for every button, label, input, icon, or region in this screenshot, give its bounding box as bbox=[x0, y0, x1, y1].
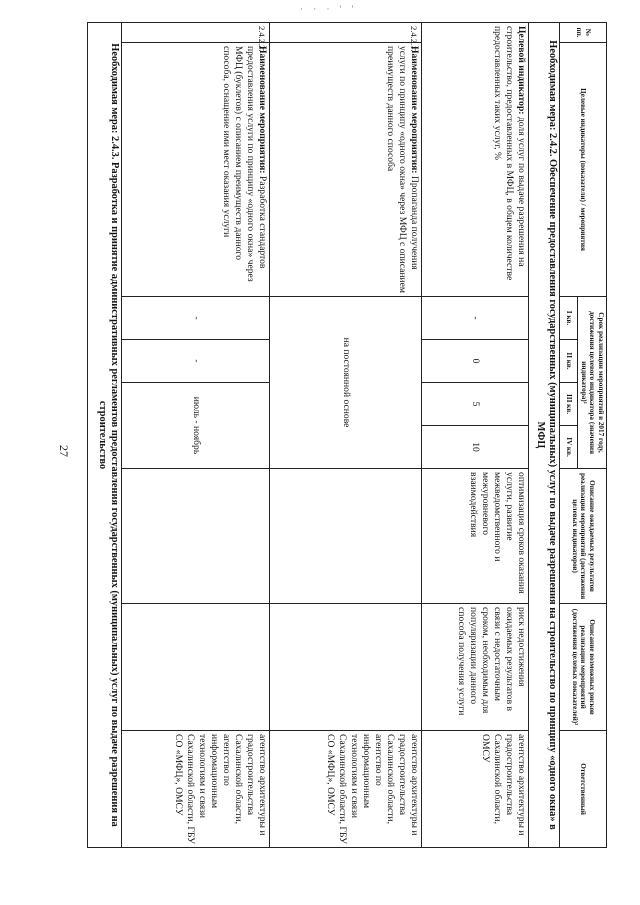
activity-2-period: июль - ноябрь bbox=[122, 383, 270, 469]
header-q3: III кв. bbox=[560, 383, 578, 426]
header-q1: I кв. bbox=[560, 297, 578, 340]
header-risks: Описание возможных рисков реализации мероприятий (достижения целевых показателей)² bbox=[560, 604, 607, 731]
activity-2-label-text: Разработка стандартов предоставления услуги по принципу «одного окна» через МФЦ (буклетов) с описанием преимуществ данного способа, оснащение ими мест оказания услуги bbox=[221, 46, 269, 282]
activity-2-expected bbox=[122, 469, 270, 604]
page-number: 27 bbox=[57, 445, 71, 457]
header-q2: II кв. bbox=[560, 340, 578, 383]
activity-2-num: 2.4.2.2. bbox=[122, 23, 270, 43]
indicator-label bbox=[422, 23, 529, 297]
header-row bbox=[578, 23, 607, 848]
indicator-q4: 10 bbox=[422, 426, 529, 469]
section-heading-2: Необходимая мера: 2.4.3. Разработка и принятие административных регламентов предоставления государственных (муниципальных) услуг по выдаче разрешения на строительство bbox=[88, 23, 122, 848]
activity-1-label-text: Пропаганда получения услуги по принципу «одного окна» через МФЦ с описанием преимуществ данного способа bbox=[385, 46, 421, 294]
header-indicator: Целевые индикаторы (показатели) / мероприятия bbox=[560, 43, 607, 297]
activity-2-label bbox=[122, 43, 270, 297]
section-band-1 bbox=[529, 23, 560, 848]
activity-2-q2: - bbox=[122, 340, 270, 383]
activity-row-1 bbox=[270, 23, 422, 848]
activity-1-risks bbox=[270, 604, 422, 731]
indicator-responsible: агентство архитектуры и градостроительства Сахалинской области, ОМСУ bbox=[422, 731, 529, 848]
activity-2-risks bbox=[122, 604, 270, 731]
plan-table bbox=[87, 22, 607, 848]
header-expected: Описание ожидаемых результатов реализации мероприятий (достижения целевых индикаторов) bbox=[560, 469, 607, 604]
header-num: № пп. bbox=[560, 23, 607, 43]
activity-1-label bbox=[270, 43, 422, 297]
indicator-row bbox=[422, 23, 529, 848]
activity-1-responsible: агентство архитектуры и градостроительства Сахалинской области, агентство по информационным технологиям и связи Сахалинской области, ГБУ СО «МФЦ», ОМСУ bbox=[270, 731, 422, 848]
activity-1-period: на постоянной основе bbox=[270, 297, 422, 469]
indicator-risks: риск недостижения ожидаемых результатов в связи с недостаточным сроком, необходимым для популяризации данного способа получения услуги bbox=[422, 604, 529, 731]
indicator-label-bold: Целевой индикатор: bbox=[516, 26, 528, 115]
indicator-label-text: доля услуг по выдаче разрешения на строительство, предоставленных в МФЦ, в общем количестве предоставленных таких услуг, % bbox=[492, 26, 528, 281]
activity-2-label-bold: Наименование мероприятия: bbox=[257, 46, 269, 174]
indicator-expected: оптимизация сроков оказания услуги, развитие межведомственного и межуровневого взаимодействия bbox=[422, 469, 529, 604]
scan-specks: · · · ' ' bbox=[300, 4, 358, 14]
rotated-content bbox=[96, 0, 640, 858]
header-deadline: Срок реализации мероприятий в 2017 году, достижения целевого индикатора (значения индикатора)¹ bbox=[578, 297, 607, 469]
header-q4: IV кв. bbox=[560, 426, 578, 469]
activity-2-q1: - bbox=[122, 297, 270, 340]
indicator-q1: - bbox=[422, 297, 529, 340]
activity-1-label-bold: Наименование мероприятия: bbox=[409, 46, 421, 174]
activity-2-responsible: агентство архитектуры и градостроительства Сахалинской области, агентство по информационным технологиям и связи Сахалинской области, ГБУ СО «МФЦ», ОМСУ bbox=[122, 731, 270, 848]
section-band-2 bbox=[88, 23, 122, 848]
activity-1-num: 2.4.2.1. bbox=[270, 23, 422, 43]
activity-row-2 bbox=[122, 23, 270, 848]
activity-1-expected bbox=[270, 469, 422, 604]
header-responsible: Ответственный bbox=[560, 731, 607, 848]
indicator-q3: 5 bbox=[422, 383, 529, 426]
indicator-q2: 0 bbox=[422, 340, 529, 383]
section-heading-1: Необходимая мера: 2.4.2. Обеспечение предоставления государственных (муниципальных) услуг по выдаче разрешения на строительство по принципу «одного окна» в МФЦ bbox=[529, 23, 560, 848]
